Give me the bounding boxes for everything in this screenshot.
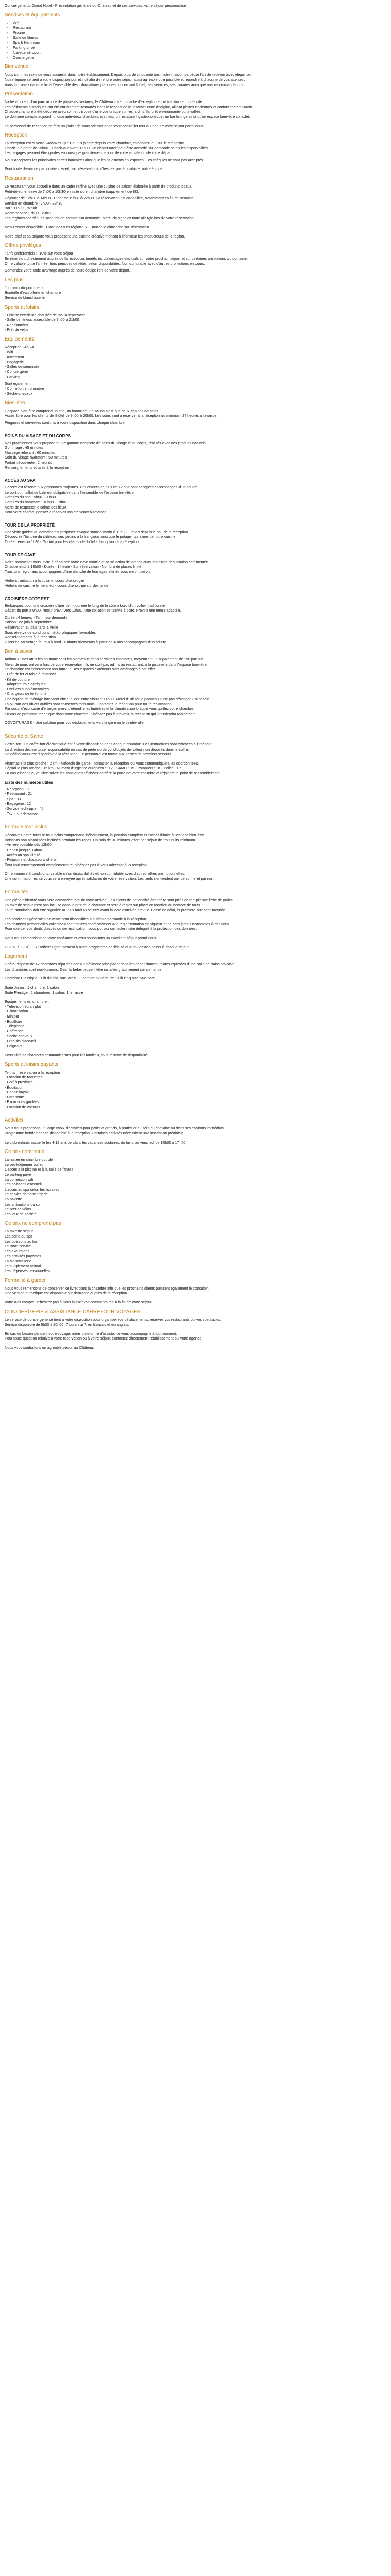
text-line: Toute annulation doit être signalée au plus tard 48 heures avant la date d'arrivée prévue. Passé ce délai, la première nuit sera facturée. — [5, 907, 226, 912]
text-line: Pour toute demande particulière (réveil, taxi, réservation), n'hésitez pas à contacter notre équipe. — [5, 166, 164, 172]
text-line: - Conciergerie — [5, 369, 28, 374]
text-line: - Bagagerie : 12 — [5, 801, 31, 806]
spacer — [5, 816, 386, 820]
text-line: Chaque jeudi à 18h00 - Durée : 1 heure - Sur réservation - Nombre de places limité. — [5, 564, 143, 569]
text-line: Le domaine compte aujourd'hui quarante-deux chambres et suites, un restaurant gastronomique, un bar lounge ainsi qu'un espace bien-être complet. — [5, 114, 250, 119]
subsection-heading: TOUR DE LA PROPRIÉTÉ — [5, 522, 55, 528]
text-line: Départ du port à 9h00, retour prévu vers 13h00. Une collation est servie à bord. Prévoir une tenue adaptée. — [5, 608, 181, 613]
section-heading: Services et équipements — [5, 12, 60, 18]
spacer — [5, 1109, 386, 1113]
text-line: Réception 24h/24 — [5, 344, 34, 349]
text-line: - Prêt de vélos — [5, 327, 29, 332]
spacer — [5, 981, 386, 985]
text-line: En cas de problème technique dans votre chambre, n'hésitez pas à prévenir la réception qui interviendra rapidement. — [5, 711, 197, 716]
text-line: - Location de raquettes — [5, 1075, 43, 1080]
text-line: Horaires du spa : 9h00 - 20h00 — [5, 495, 56, 500]
text-line: Le parking privé — [5, 1172, 31, 1177]
text-line: - Sèche-cheveux — [5, 1033, 32, 1039]
spacer — [5, 867, 386, 871]
spacer — [5, 1341, 386, 1345]
text-line: - Chargeurs de téléphone — [5, 691, 47, 697]
text-line: Une équipe de ménage intervient chaque jour entre 9h00 et 14h00. Merci d'utiliser le panneau « Ne pas déranger » si besoin. — [5, 697, 210, 702]
text-line: Une pièce d'identité vous sera demandée lors de votre arrivée. Les clients de nationalité étrangère sont priés de remplir une fiche de police. — [5, 897, 234, 903]
spacer — [5, 120, 386, 124]
text-line: Bouteille d'eau offerte en chambre — [5, 290, 61, 295]
text-line: L'accès à la piscine et à la salle de fitness — [5, 1167, 74, 1172]
text-line: Durée : environ 1h30 - Gratuit pour les clients de l'hôtel - Inscription à la réception. — [5, 539, 140, 544]
subsection-heading: Liste des numéros utiles — [5, 779, 53, 785]
list-item — [13, 21, 386, 26]
section-heading: CONCIERGERIE & ASSISTANCE CARREFOUR VOYAGES — [5, 1309, 141, 1315]
text-line: - Excursions guidées — [5, 1099, 39, 1105]
text-line: Programme hebdomadaire disponible à la réception. Certaines activités nécessitent une inscription préalable. — [5, 1131, 184, 1136]
section-heading: Formalités — [5, 889, 28, 895]
text-line: Embarquez pour une croisière d'une demi-journée le long de la côte à bord d'un voilier traditionnel. — [5, 603, 167, 608]
list-item-label: Spa & Hammam — [13, 40, 40, 45]
text-line: Nous vous remercions de votre confiance et vous souhaitons un excellent séjour parmi nous. — [5, 936, 157, 941]
subsection-heading: CROISIÈRE COTE EST — [5, 596, 50, 601]
text-line: COVOITURAGE - Une solution pour vos déplacements vers la gare ou le centre-ville. — [5, 720, 145, 725]
text-line: Demandez votre code avantage auprès de notre équipe lors de votre départ. — [5, 268, 131, 273]
text-line: Le personnel de réception se fera un plaisir de vous orienter et de vous conseiller tout au long de votre séjour parmi nous. — [5, 123, 205, 128]
section-heading: Offres privilèges — [5, 243, 41, 249]
text-line: Les chambres sont non-fumeurs. Des lits bébé peuvent être installés gratuitement sur demande. — [5, 967, 163, 972]
spacer — [5, 941, 386, 945]
text-line: Les données personnelles collectées sont traitées conformément à la réglementation en vigueur et ne sont jamais transmises à des tiers. — [5, 921, 230, 926]
text-line: Hôpital le plus proche : 15 km - Numéro d'urgence européen : 112 - SAMU : 15 - Pompiers : 18 - Police : 17. — [5, 766, 182, 771]
spacer — [5, 725, 386, 730]
text-line: Le petit-déjeuner buffet — [5, 1162, 43, 1167]
text-line: La plupart des objets oubliés sont conservés trois mois. Contactez la réception pour toute réclamation. — [5, 701, 173, 706]
subsection-heading: ACCÈS AU SPA — [5, 478, 36, 483]
text-line: Gilets de sauvetage fournis à bord - Enfants bienvenus à partir de 6 ans accompagnés d'un adulte. — [5, 639, 167, 645]
list-item — [13, 45, 386, 50]
spacer — [5, 1296, 386, 1300]
text-line: Les activités payantes — [5, 1253, 41, 1259]
text-line: Nous vous proposons un large choix d'activités pour petits et grands, à pratiquer au sein du domaine ou dans ses environs immédiats. — [5, 1126, 225, 1131]
text-line: Les conditions générales de vente sont disponibles sur simple demande à la réception. — [5, 917, 148, 922]
text-line: En cas de besoin pendant votre voyage, notre plateforme d'assistance vous accompagne à tout moment. — [5, 1331, 177, 1336]
text-line: Les dépenses personnelles — [5, 1268, 50, 1274]
text-line: Tarifs préférentiels : -10% sur votre séjour — [5, 251, 74, 256]
text-line: Saison : de juin à septembre — [5, 620, 52, 625]
text-line: Le room service — [5, 1244, 31, 1249]
text-line: Forfait découverte : 2 heures — [5, 460, 52, 465]
text-line: Chambre Classique : 1 lit double, vue jardin - Chambre Supérieure : 1 lit king size, vue parc. — [5, 976, 156, 981]
list-item-label: Navette aéroport — [13, 50, 41, 55]
text-line: Conciergerie du Grand Hotel - Présentation générale du Château et de ses services, votre séjour personnalisé — [5, 3, 186, 8]
list-item — [13, 50, 386, 55]
text-line: Tennis : réservation à la réception — [5, 1070, 60, 1075]
text-line: - Salle de fitness accessible de 7h00 à 21h00 — [5, 317, 79, 323]
subsection-heading: SOINS DU VISAGE ET DU CORPS — [5, 433, 71, 438]
section-heading: Ce prix comprend — [5, 1149, 45, 1155]
text-line: - Peignoirs — [5, 1043, 23, 1048]
text-line: - Climatisation — [5, 1009, 28, 1014]
text-line: Nous sommes ravis de vous accueillir dans notre établissement. Depuis plus de cinquante ans, notre maison perpétue l'art de recevoir avec élégance. — [5, 72, 252, 77]
text-line: - Oreillers supplémentaires — [5, 686, 49, 691]
section-heading: Bienvenue — [5, 64, 29, 70]
spacer — [5, 574, 386, 578]
text-line: - Départ jusqu'à 14h00 — [5, 847, 42, 852]
section-heading: Les plus — [5, 277, 24, 283]
text-line: CLIENTS FIDÈLES : adhérez gratuitement à notre programme de fidélité et cumulez des points à chaque séjour. — [5, 944, 190, 950]
text-line: Sont également : — [5, 381, 33, 386]
section-heading: Présentation — [5, 91, 34, 97]
text-line: - Canoë-kayak — [5, 1090, 29, 1095]
text-line: Déjeuner de 12h00 à 14h00 - Dîner de 19h00 à 22h00. La réservation est conseillée, notamment en fin de semaine. — [5, 196, 195, 201]
text-line: Chaque chambre a été décorée avec soin et dispose d'une vue unique sur les jardins, la forêt environnante ou la vallée. — [5, 109, 201, 114]
text-line: Nos praticiennes vous proposent une gamme complète de soins du visage et du corps, réalisés avec des produits naturels. — [5, 440, 207, 445]
text-line: - Wifi — [5, 349, 13, 354]
text-line: Les excursions — [5, 1248, 29, 1253]
text-line: La direction décline toute responsabilité en cas de perte ou de vol d'objets de valeur non déposés dans le coffre. — [5, 747, 189, 752]
text-line: Animaux : nos amis les animaux sont les bienvenus dans certaines chambres, moyennant un supplément de 15€ par nuit. — [5, 657, 205, 662]
text-line: Les boissons au bar — [5, 1239, 38, 1244]
text-line: Renseignements et tarifs à la réception — [5, 465, 69, 470]
text-line: L'accès au spa selon les horaires — [5, 1187, 60, 1192]
text-line: - Location de voitures — [5, 1104, 40, 1109]
text-line: Découvrez notre formule tout inclus comprenant l'hébergement, la pension complète et l'accès illimité à l'espace bien-être. — [5, 833, 205, 838]
text-line: Sous réserve de conditions météorologiques favorables — [5, 630, 96, 635]
text-line: Merci de respecter le calme des lieux — [5, 504, 66, 510]
text-line: Service disponible de 8h00 à 20h00, 7 jours sur 7, en français et en anglais. — [5, 1322, 129, 1327]
text-line: Le club enfants accueille les 4-12 ans pendant les vacances scolaires, du lundi au vendredi de 10h00 à 17h00. — [5, 1140, 187, 1145]
text-line: - Coffre-fort — [5, 1028, 24, 1033]
text-line: Service de blanchisserie — [5, 295, 45, 300]
text-line: - Service technique : 45 — [5, 806, 44, 811]
text-line: - Kit de couture — [5, 676, 30, 682]
text-line: - Sèche-cheveux — [5, 391, 32, 396]
text-line: Renseignements à la réception — [5, 635, 56, 640]
text-line: Pour tout renseignement complémentaire, n'hésitez pas à vous adresser à la réception. — [5, 862, 148, 867]
text-line: Vous trouverez dans ce livret l'ensemble des informations pratiques concernant l'hôtel, ses services, ses horaires ainsi que nos recommandations. — [5, 82, 245, 87]
text-line: Menu enfant disponible - Carte des vins régionaux - Brunch le dimanche sur réservation. — [5, 225, 150, 230]
text-line: Les animations du soir — [5, 1201, 42, 1207]
text-line: - Parking — [5, 374, 20, 379]
text-line: Boissons non alcoolisées incluses pendant les repas. Un soin de 30 minutes offert par séjour de trois nuits minimum. — [5, 837, 197, 842]
text-line: - Restaurant : 21 — [5, 791, 32, 796]
text-line: La navette — [5, 1197, 22, 1201]
text-line: - Prêt de fer et table à repasser — [5, 672, 56, 677]
text-line: Horaires du hammam : 10h00 - 19h00 — [5, 500, 68, 504]
text-line: Votre avis compte : n'hésitez pas à nous laisser vos commentaires à la fin de votre séjour. — [5, 1299, 152, 1304]
text-line: Suite Prestige : 2 chambres, 1 salon, 1 terrasse — [5, 990, 83, 995]
text-line: - Parapente — [5, 1094, 24, 1099]
services-list — [5, 21, 386, 60]
text-line: Notre sommelier vous invite à découvrir notre cave voûtée et sa sélection de grands crus lors d'une dégustation commentée. — [5, 559, 209, 564]
text-line: Durée : 4 heures - Tarif : sur demande — [5, 615, 68, 620]
text-line: - Arrivée possible dès 12h00 — [5, 842, 52, 848]
text-line: Équipements en chambre : — [5, 999, 49, 1004]
section-heading: Sécurité et Santé — [5, 734, 44, 739]
text-line: La taxe de séjour n'est pas incluse dans le prix de la chambre et sera à régler sur place en fonction du nombre de nuits. — [5, 903, 201, 908]
text-line: Pour votre confort, pensez à réserver vos créneaux à l'avance. — [5, 510, 108, 515]
list-item — [13, 55, 386, 60]
list-item — [13, 35, 386, 40]
text-line: - Téléphone — [5, 1024, 25, 1029]
list-item-label: Wifi — [13, 20, 19, 25]
text-line: Petit-déjeuner servi de 7h00 à 10h30 en salle ou en chambre (supplément de 8€). — [5, 189, 139, 194]
section-heading: Restauration — [5, 176, 34, 182]
spacer — [5, 757, 386, 761]
text-line: La connexion wifi — [5, 1177, 34, 1182]
text-line: Le service de conciergerie — [5, 1192, 48, 1197]
text-line: - Réception : 9 — [5, 786, 29, 791]
text-line: Les boissons d'accueil — [5, 1182, 42, 1187]
text-line: L'hôtel dispose de 42 chambres réparties dans le bâtiment principal et dans les dépendances, toutes équipées d'une salle de bains privative. — [5, 962, 236, 967]
section-heading: Bon à savoir — [5, 649, 33, 655]
text-line: Possibilité de chambres communicantes pour les familles, sous réserve de disponibilité. — [5, 1053, 149, 1058]
spacer — [5, 1048, 386, 1053]
list-item-label: Conciergerie — [13, 55, 34, 60]
section-heading: Sports et loisirs — [5, 304, 39, 310]
text-line: Le domaine est entièrement non-fumeur. Des espaces extérieurs sont aménagés à cet effet. — [5, 667, 156, 672]
text-line: Niché au cœur d'un parc arboré de plusieurs hectares, le Château offre un cadre d'exception entre tradition et modernité. — [5, 99, 203, 105]
spacer — [5, 221, 386, 225]
section-heading: Sports et loisirs payants — [5, 1061, 59, 1067]
spacer — [5, 912, 386, 917]
section-heading: Logement — [5, 954, 27, 960]
text-line: Une version numérique est disponible sur demande auprès de la réception. — [5, 1291, 128, 1296]
text-line: - Spa : 33 — [5, 796, 21, 801]
text-line: Offre soumise à conditions, valable selon disponibilités et non cumulable avec d'autres offres promotionnelles. — [5, 871, 185, 876]
text-line: Le supplément animal — [5, 1263, 41, 1268]
text-line: Peignoirs et serviettes sont mis à votre disposition dans chaque chambre. — [5, 420, 126, 426]
spacer — [5, 545, 386, 549]
text-line: Room service : 7h00 - 23h00 — [5, 211, 53, 216]
list-item — [13, 30, 386, 36]
text-line: Nous acceptons les principales cartes bancaires ainsi que les paiements en espèces. Les chèques ne sont pas acceptés. — [5, 157, 204, 162]
text-line: Gommage : 45 minutes — [5, 445, 43, 450]
text-line: - Piscine extérieure chauffée de mai à septembre — [5, 312, 86, 317]
text-line: Notre chef et sa brigade vous proposent une cuisine créative mettant à l'honneur les producteurs de la région. — [5, 233, 185, 239]
text-line: - Randonnées — [5, 322, 28, 327]
list-item-label: Restaurant — [13, 25, 31, 30]
spacer — [5, 1136, 386, 1140]
text-line: Un défibrillateur est disponible à la réception. Le personnel est formé aux gestes de premiers secours. — [5, 752, 172, 757]
text-line: Les bâtiments historiques ont été entièrement restaurés dans le respect de leur architecture d'origine, alliant pierres anciennes et confort contemporain. — [5, 104, 253, 109]
text-line: Pour exercer vos droits d'accès ou de rectification, vous pouvez contacter notre délégué à la protection des données. — [5, 926, 197, 931]
text-line: Les jeux de société — [5, 1211, 37, 1216]
text-line: La nuitée en chambre double — [5, 1157, 53, 1162]
spacer — [5, 588, 386, 592]
spacer — [5, 515, 386, 519]
text-line: - Adaptateurs électriques — [5, 682, 46, 687]
text-line: - Bouilloire — [5, 1019, 22, 1024]
text-line: Pour toute question relative à votre réservation ou à votre séjour, contactez directement l'établissement ou votre agence. — [5, 1336, 203, 1341]
text-line: Réservation au plus tard la veille — [5, 624, 58, 630]
text-line: - Ascenseur — [5, 354, 24, 360]
text-line: Service en chambre : 7h00 - 22h30 — [5, 200, 63, 206]
text-line: - Peignoirs et chaussons offerts — [5, 857, 57, 862]
section-heading: Ce prix ne comprend pas — [5, 1221, 61, 1227]
text-line: Les bagages peuvent être gardés en consigne gratuitement le jour de votre arrivée ou de votre départ. — [5, 150, 173, 156]
text-line: Le service de conciergerie se tient à votre disposition pour organiser vos déplacements, réserver vos restaurants ou vos spectacles. — [5, 1317, 221, 1322]
subsection-heading: TOUR DE CAVE — [5, 552, 36, 557]
text-line: Les régimes spécifiques sont pris en compte sur demande. Merci de signaler toute allergie lors de votre réservation. — [5, 215, 195, 221]
text-line: - Salles de séminaire — [5, 364, 40, 369]
text-line: Pharmacie la plus proche : 2 km - Médecin de garde : contacter la réception qui vous communiquera les coordonnées. — [5, 760, 199, 766]
text-line: Découvrez l'histoire du château, ses jardins à la française ainsi que le potager qui alimente notre cuisine. — [5, 534, 177, 539]
text-line: - Bagagerie — [5, 359, 24, 364]
section-heading: Equipements — [5, 336, 35, 342]
spacer — [5, 995, 386, 999]
text-line: Nous vous remercions de conserver ce livret dans la chambre afin que les prochains clients puissent également le consulter. — [5, 1285, 209, 1291]
text-line: - Golf à proximité — [5, 1079, 33, 1084]
section-heading: Bien-être — [5, 400, 25, 406]
text-line: - Équitation — [5, 1084, 24, 1090]
list-item-label: Piscine — [13, 30, 25, 35]
text-line: Suite Junior : 1 chambre, 1 salon — [5, 985, 59, 990]
text-line: Une confirmation écrite vous sera envoyée après validation de votre réservation. Les tarifs s'entendent par personne et par nuit. — [5, 876, 215, 881]
text-line: - Coffre-fort en chambre — [5, 386, 44, 391]
spacer — [5, 931, 386, 936]
text-line: Nous vous souhaitons un agréable séjour au Château. — [5, 1345, 94, 1350]
text-line: Trois vins régionaux accompagnés d'une planche de fromages affinés vous seront servis. — [5, 569, 152, 574]
text-line: Offre valable toute l'année, hors périodes de fêtes, selon disponibilités. Non cumulable avec d'autres promotions en cours. — [5, 261, 205, 266]
text-line: Massage relaxant : 60 minutes — [5, 450, 55, 455]
spacer — [5, 230, 386, 234]
text-line: Coffre-fort : un coffre-fort électronique est à votre disposition dans chaque chambre. Les instructions sont affichées à l'intérieur. — [5, 742, 213, 747]
spacer — [5, 470, 386, 474]
spacer — [5, 972, 386, 976]
text-line: Check-in à partir de 15h00 - Check-out avant 11h00. Un départ tardif peut être accordé sur demande selon les disponibilités. — [5, 145, 209, 150]
text-line: Notre équipe se tient à votre disposition jour et nuit afin de rendre votre séjour aussi agréable que possible et répondre à chacune de vos attentes. — [5, 77, 245, 82]
text-line: Par souci d'économie d'énergie, merci d'éteindre les lumières et la climatisation lorsque vous quittez votre chambre. — [5, 706, 195, 711]
spacer — [5, 426, 386, 430]
spacer — [5, 716, 386, 720]
text-line: Ateliers : initiation à la cuisine, cours d'œnologie — [5, 578, 84, 583]
text-line: La blanchisserie — [5, 1258, 31, 1263]
list-item-label: Parking privé — [13, 45, 35, 50]
list-item — [13, 25, 386, 30]
section-heading: Formalité à garder — [5, 1277, 46, 1283]
text-line: L'accès est réservé aux personnes majeures. Les enfants de plus de 12 ans sont acceptés accompagnés d'un adulte. — [5, 485, 198, 490]
text-line: Ateliers de cuisine le mercredi - cours d'œnologie sur demande — [5, 583, 109, 588]
text-line: - Télévision écran plat — [5, 1004, 41, 1009]
section-heading: Activités — [5, 1117, 24, 1124]
text-line: Une visite guidée du domaine est proposée chaque samedi matin à 10h00. Départ depuis le hall de la réception. — [5, 529, 189, 534]
text-line: Soin du visage hydratant : 50 minutes — [5, 455, 67, 460]
text-line: Les soins au spa — [5, 1233, 32, 1239]
text-line: Merci de nous prévenir lors de votre réservation. Ils ne sont pas admis au restaurant, à la piscine ni dans l'espace bien-être. — [5, 662, 208, 667]
text-line: L'espace bien-être comprend un spa, un hammam, un sauna ainsi que deux cabines de soins. — [5, 408, 159, 413]
text-line: - Accès au spa illimité — [5, 852, 41, 857]
text-line: La taxe de séjour — [5, 1229, 34, 1234]
text-line: En réservant directement auprès de la réception, bénéficiez d'avantages exclusifs sur votre prochain séjour et sur certaines prestations du domaine. — [5, 256, 248, 261]
section-heading: Formule tout inclus — [5, 824, 47, 831]
list-item — [13, 40, 386, 45]
text-line: - Minibar — [5, 1013, 19, 1019]
text-line: Accès libre pour les clients de l'hôtel de 9h00 à 20h00. Les soins sont à réserver à la réception au minimum 24 heures à l'avance. — [5, 413, 218, 418]
text-line: Le port du maillot de bain est obligatoire dans l'ensemble de l'espace bien-être. — [5, 489, 135, 495]
section-heading: Réception — [5, 132, 28, 139]
text-line: - Taxi : sur demande — [5, 811, 38, 816]
text-line: La réception est ouverte 24h/24 et 7j/7. Pour la joindre depuis votre chambre, composez le 9 sur le téléphone. — [5, 141, 185, 146]
text-line: - Produits d'accueil — [5, 1038, 36, 1043]
spacer — [5, 881, 386, 885]
text-line: Bar : 11h00 - minuit — [5, 206, 37, 211]
spacer — [5, 162, 386, 166]
text-line: Le restaurant vous accueille dans un cadre raffiné avec une cuisine de saison élaborée à partir de produits locaux. — [5, 184, 192, 189]
text-line: En cas d'incendie, veuillez suivre les consignes affichées derrière la porte de votre chambre et rejoindre le point de rassemblement. — [5, 770, 221, 775]
list-item-label: Salle de fitness — [13, 35, 38, 40]
text-line: Journaux du jour offerts — [5, 285, 44, 290]
text-line: Le prêt de vélos — [5, 1207, 31, 1212]
spacer — [5, 1327, 386, 1331]
